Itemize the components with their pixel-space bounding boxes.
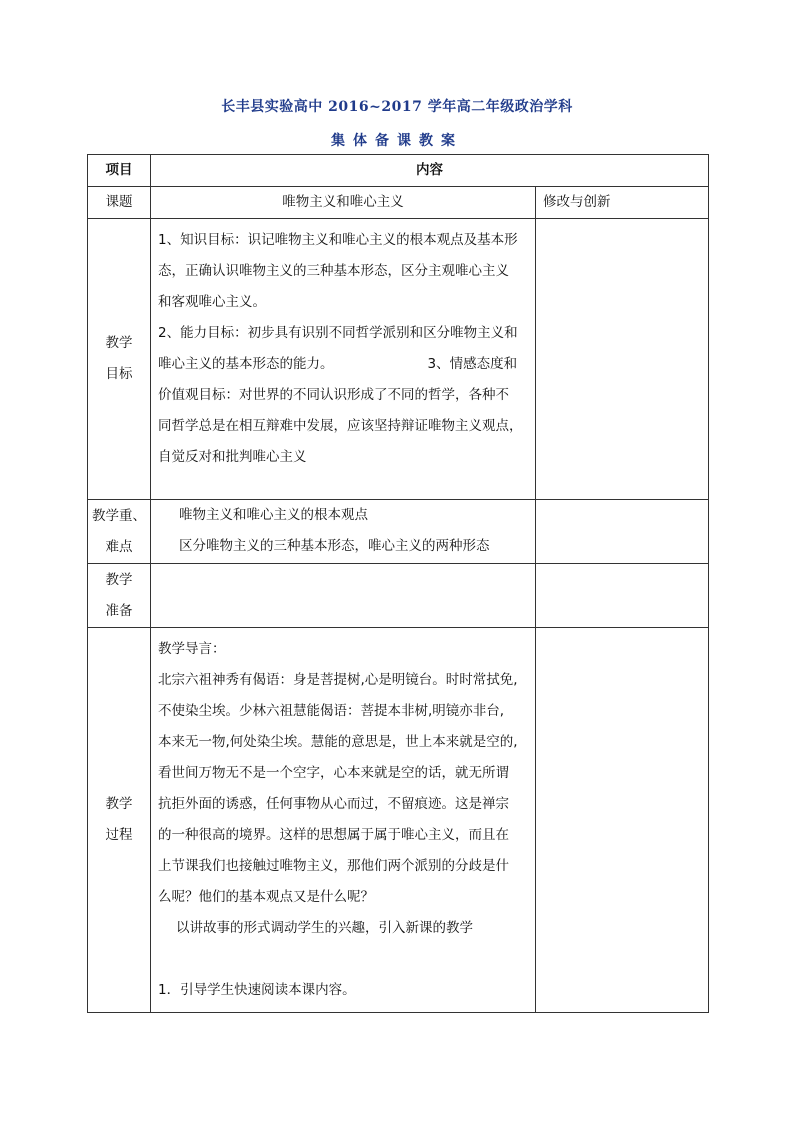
process-line: 看世间万物无不是一个空字，心本来就是空的话，就无所谓 bbox=[158, 765, 509, 781]
process-row bbox=[88, 628, 709, 1013]
process-revise-cell bbox=[536, 628, 709, 1013]
goals-content bbox=[151, 219, 536, 500]
table-header-row bbox=[88, 155, 709, 187]
topic-value: 唯物主义和唯心主义 bbox=[151, 187, 536, 219]
goals-row bbox=[88, 219, 709, 500]
document-subtitle: 集体备课教案 bbox=[331, 133, 463, 149]
prep-label: 教学 准备 bbox=[88, 564, 151, 628]
prep-content bbox=[151, 564, 536, 628]
goals-line: 和客观唯心主义。 bbox=[158, 294, 266, 310]
process-line: 么呢？他们的基本观点又是什么呢？ bbox=[158, 889, 374, 905]
process-line: 1．引导学生快速阅读本课内容。 bbox=[158, 982, 356, 998]
process-line: 本来无一物,何处染尘埃。慧能的意思是，世上本来就是空的, bbox=[158, 734, 518, 750]
topic-row bbox=[88, 187, 709, 219]
keypoints-label: 教学重、 难点 bbox=[88, 500, 151, 564]
goals-line: 价值观目标：对世界的不同认识形成了不同的哲学，各种不 bbox=[158, 387, 509, 403]
topic-label: 课题 bbox=[88, 187, 151, 219]
keypoints-row bbox=[88, 500, 709, 564]
blank-line bbox=[158, 944, 531, 975]
revise-label: 修改与创新 bbox=[536, 187, 709, 219]
prep-revise-cell bbox=[536, 564, 709, 628]
prep-row bbox=[88, 564, 709, 628]
header-item-cell: 项目 bbox=[88, 155, 151, 187]
document-title: 长丰县实验高中 2016~2017 学年高二年级政治学科 bbox=[221, 99, 573, 115]
process-label: 教学 过程 bbox=[88, 628, 151, 1013]
process-line: 的一种很高的境界。这样的思想属于属于唯心主义，而且在 bbox=[158, 827, 509, 843]
goals-line: 1、知识目标：识记唯物主义和唯心主义的根本观点及基本形 bbox=[158, 232, 518, 248]
keypoints-line: 唯物主义和唯心主义的根本观点 bbox=[179, 507, 368, 523]
process-line: 抗拒外面的诱惑，任何事物从心而过，不留痕迹。这是禅宗 bbox=[158, 796, 509, 812]
process-line: 上节课我们也接触过唯物主义，那他们两个派别的分歧是什 bbox=[158, 858, 509, 874]
process-line: 北宗六祖神秀有偈语：身是菩提树,心是明镜台。时时常拭免, bbox=[158, 672, 518, 688]
goals-line: 2、能力目标：初步具有识别不同哲学派别和区分唯物主义和 bbox=[158, 325, 518, 341]
process-content bbox=[151, 628, 536, 1013]
process-line: 教学导言： bbox=[158, 641, 226, 657]
goals-line: 唯心主义的基本形态的能力。 3、情感态度和 bbox=[158, 356, 518, 372]
keypoints-line: 区分唯物主义的三种基本形态，唯心主义的两种形态 bbox=[179, 538, 490, 554]
process-line: 以讲故事的形式调动学生的兴趣，引入新课的教学 bbox=[176, 920, 473, 936]
header-content-cell: 内容 bbox=[151, 155, 709, 187]
keypoints-content bbox=[151, 500, 536, 564]
goals-line: 同哲学总是在相互辩难中发展，应该坚持辩证唯物主义观点， bbox=[158, 418, 523, 434]
goals-label: 教学 目标 bbox=[88, 219, 151, 500]
goals-revise-cell bbox=[536, 219, 709, 500]
lesson-plan-table bbox=[87, 154, 709, 1013]
goals-line: 自觉反对和批判唯心主义 bbox=[158, 449, 307, 465]
goals-line: 态，正确认识唯物主义的三种基本形态，区分主观唯心主义 bbox=[158, 263, 509, 279]
keypoints-revise-cell bbox=[536, 500, 709, 564]
process-line: 不使染尘埃。少林六祖慧能偈语：菩提本非树,明镜亦非台, bbox=[158, 703, 505, 719]
